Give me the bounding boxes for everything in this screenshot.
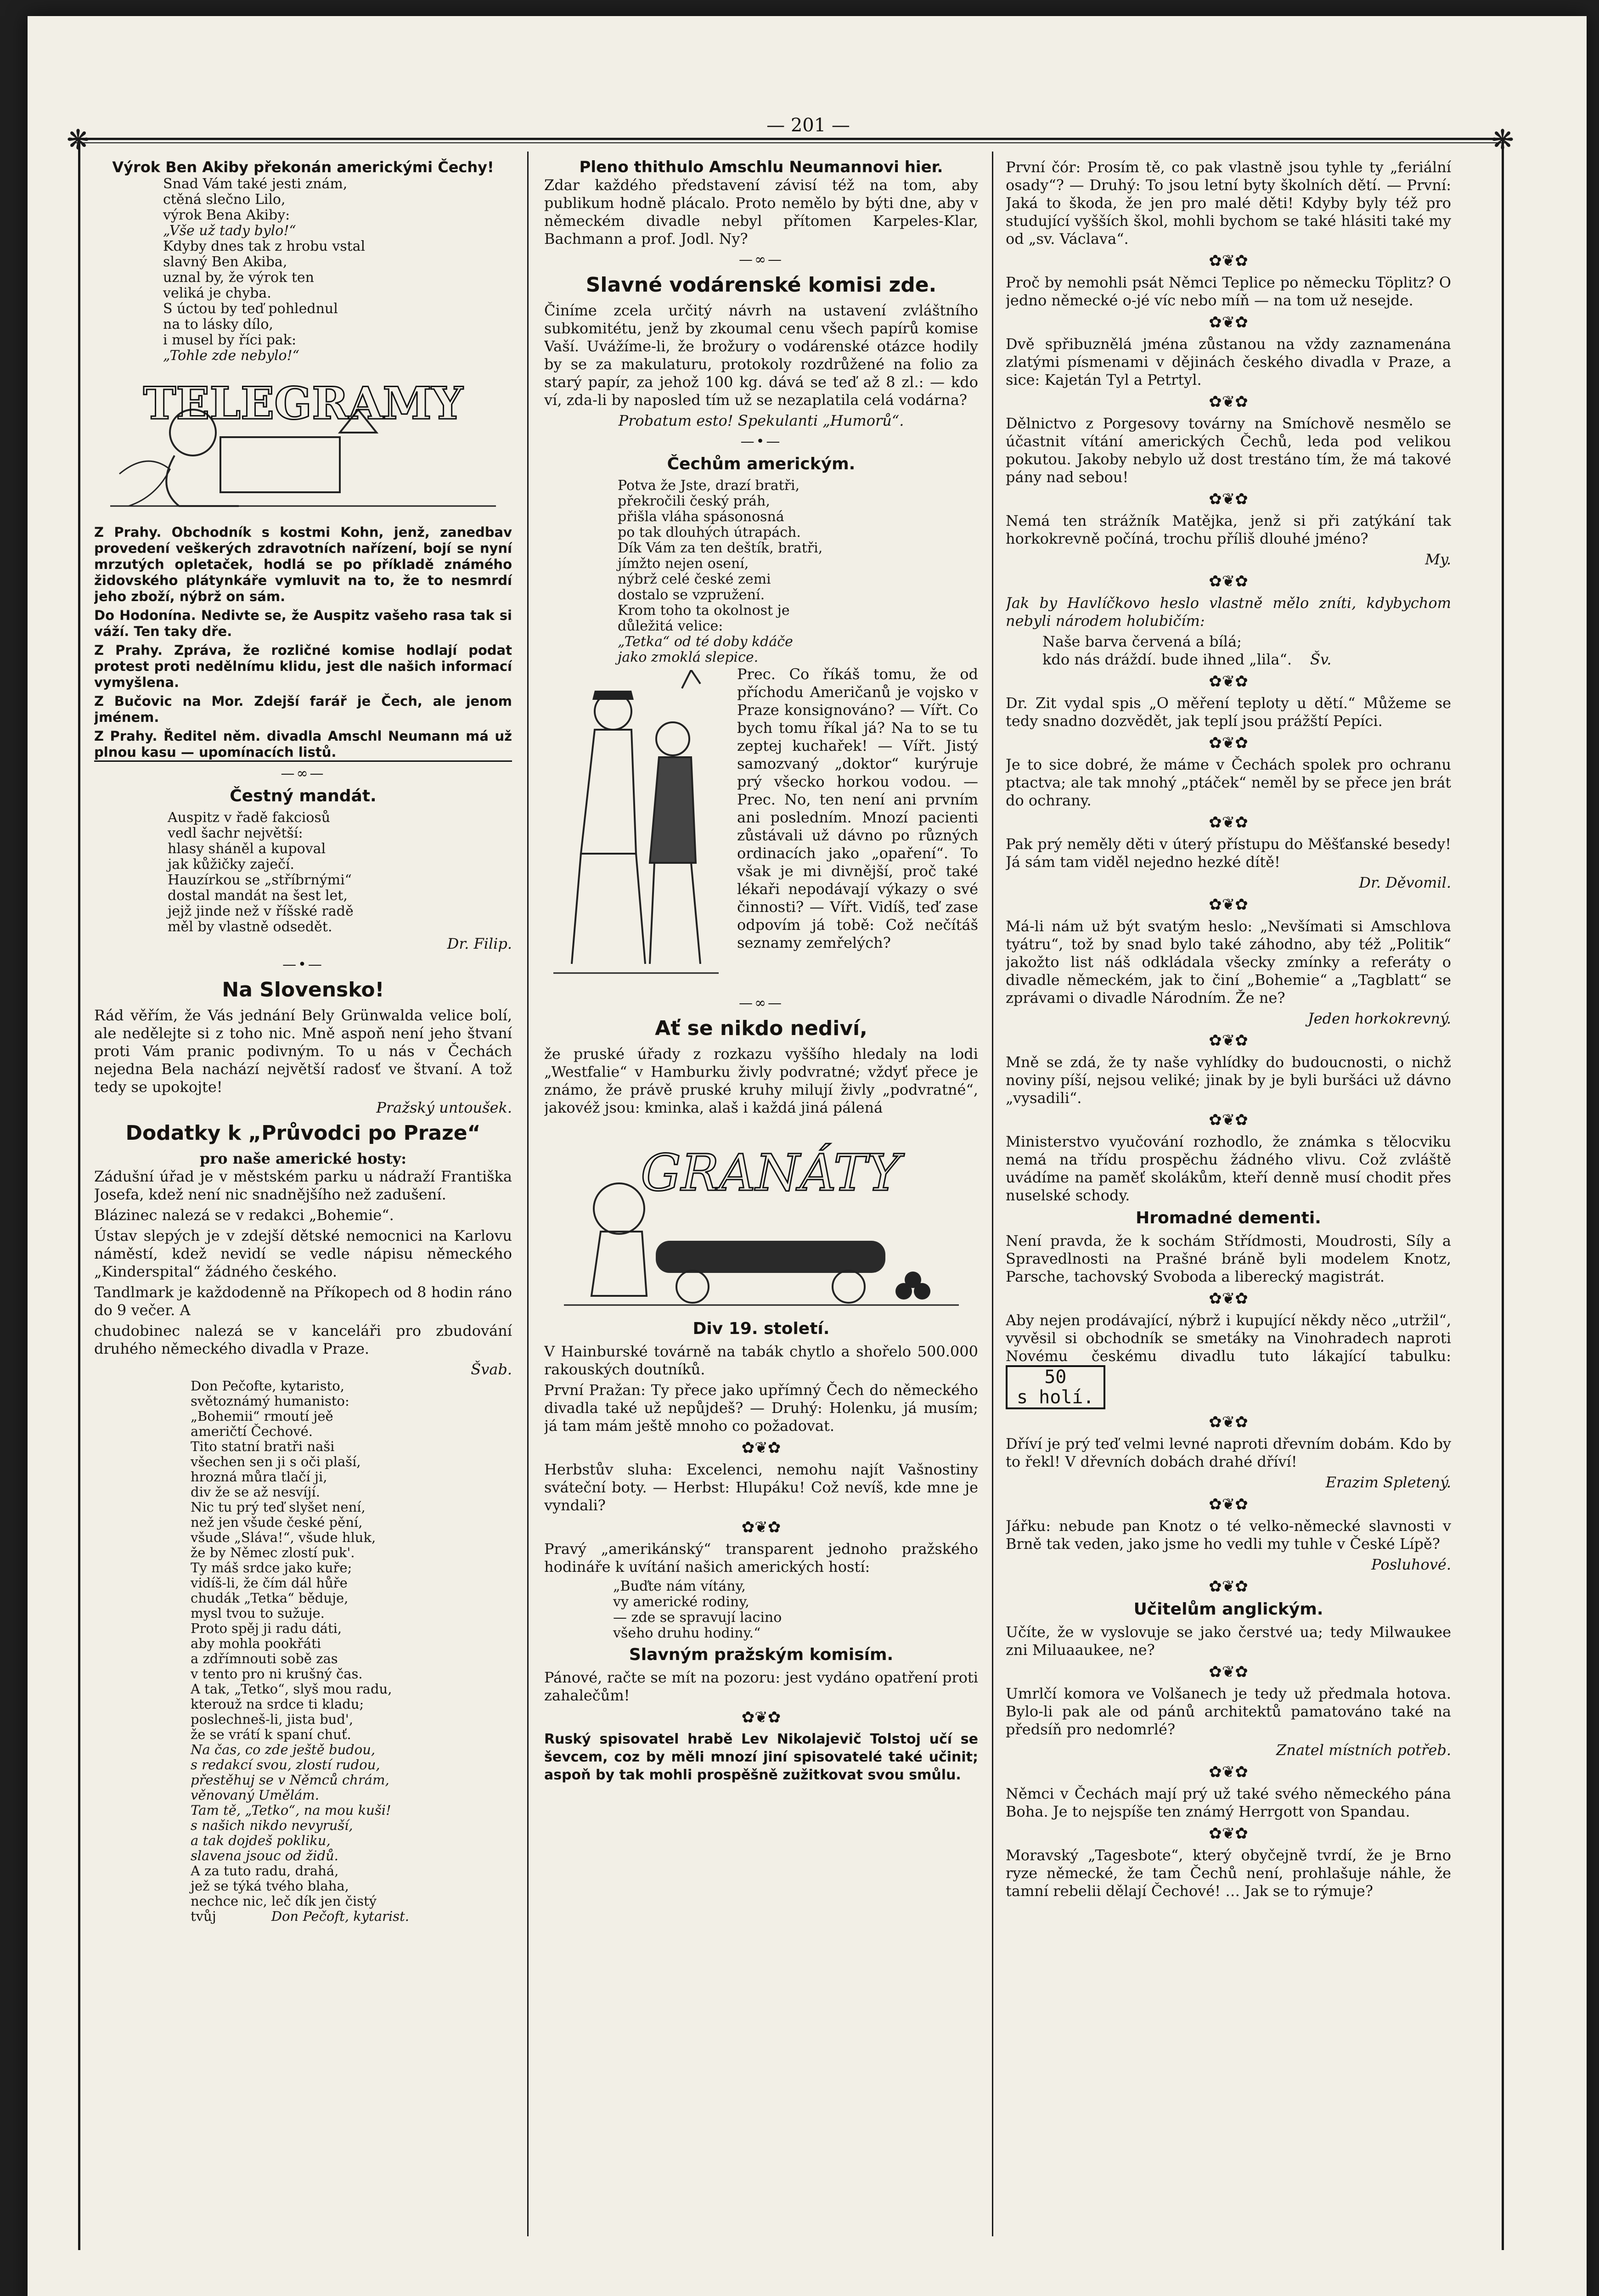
poem-line: ctěná slečno Lilo, xyxy=(163,191,286,208)
poem-line: jímžto nejen osení, xyxy=(618,556,749,572)
poem-line: „Bohemii“ rmoutí jeě xyxy=(191,1408,333,1424)
ornament-icon: ✿❦✿ xyxy=(1209,1289,1248,1308)
article-body: Mně se zdá, že ty naše vyhlídky do budoucnosti, o nichž noviny píší, nejsou veliké; jinak by je byli buršáci už dávno „vysadili“. xyxy=(1006,1053,1451,1107)
poem-line: poslechneš-li, jista bud', xyxy=(191,1711,354,1727)
poem-line: vy americké rodiny, xyxy=(613,1594,749,1610)
ornament-icon: ✿❦✿ xyxy=(1209,1031,1248,1050)
poem-line: jak kůžičky zaječí. xyxy=(168,856,294,872)
guide-item: Tandlmark je každodenně na Příkopech od 8 hodin ráno do 9 večer. A xyxy=(94,1283,512,1319)
poem-line: přestěhuj se v Němců chrám, xyxy=(191,1772,389,1788)
poem-line: kdo nás dráždí. bude ihned „lila“. xyxy=(1042,651,1292,668)
poem-line: Tam tě, „Tetko“, na mou kuši! xyxy=(191,1802,391,1818)
frame-top-rule xyxy=(73,138,1506,140)
shop-sign-text: s holí. xyxy=(1017,1387,1094,1408)
guide-item: Blázinec nalezá se v redakci „Bohemie“. xyxy=(94,1206,394,1224)
article-body: Je to sice dobré, že máme v Čechách spolek pro ochranu ptactva; ale tak mnohý „ptáček“ neměl by se přece jen brát do ochrany. xyxy=(1006,756,1451,809)
ornament-icon: ✿❦✿ xyxy=(1209,313,1248,332)
article-body: Umrlčí komora ve Volšanech je tedy už předmala hotova. Bylo-li pak ale od pánů architektů pamatováno také na předsíň pro nedomrlé? xyxy=(1006,1685,1451,1738)
poem-line: přišla vláha spásonosná xyxy=(618,509,784,525)
article-title: Výrok Ben Akiby překonán americkými Čechy! xyxy=(112,158,494,176)
article-body: Činíme zcela určitý návrh na ustavení zvláštního subkomitétu, jenž by zkoumal cenu všech papírů komise Vaší. Uvážíme-li, že brožury o vodárenské otázce hodily by se za makulaturu, protokoly rozdrůžené na folio za starý papír, za jehož 100 kg. dává se teď až 8 zl.: — kdo ví, zda-li by naposled tím už se nezaplatila celá vodárna? xyxy=(544,302,978,409)
poem-line: Ty máš srdce jako kuře; xyxy=(191,1560,352,1576)
signature: Don Pečoft, kytarist. xyxy=(271,1908,410,1924)
poem-line: američtí Čechové. xyxy=(191,1424,313,1439)
poem-line: slavný Ben Akiba, xyxy=(163,254,287,270)
ornament-icon: ✿❦✿ xyxy=(1209,734,1248,752)
poem-line: dostal mandát na šest let, xyxy=(168,888,348,904)
frame-top-rule-inner xyxy=(73,142,1506,143)
poem-line: jako zmoklá slepice. xyxy=(618,649,759,665)
poem-cestny xyxy=(168,810,512,935)
poem-line: že by Němec zlostí puk'. xyxy=(191,1545,355,1560)
poem-line: překročili český práh, xyxy=(618,493,770,509)
article-body: že pruské úřady z rozkazu vyššího hledaly na lodi „Westfalie“ v Hamburku živly podvratné; vždyť přece je známo, že právě pruské kruhy milují živly „podvratné“, jakovéž jsou: kminka, alaš i každá jiná pálená xyxy=(544,1045,978,1116)
ornament-icon: ✿❦✿ xyxy=(1209,1111,1248,1129)
telegram-item: Do Hodonína. Nedivte se, že Auspitz vašeho rasa tak si váží. Ten taky dře. xyxy=(94,608,512,639)
signature: Posluhové. xyxy=(1371,1556,1451,1573)
poem-line: i musel by říci pak: xyxy=(163,332,297,348)
article-body: Jářku: nebude pan Knotz o té velko-německé slavnosti v Brně tak veden, jako jsme ho vedli my tuhle v České Lípě? xyxy=(1006,1517,1451,1553)
poem-line: Hauzírkou se „stříbrnými“ xyxy=(168,872,352,888)
poem-line: „Tetka“ od té doby kdáče xyxy=(618,634,793,650)
poem-line: Potva že Jste, drazí bratři, xyxy=(618,478,800,494)
article-body: Herbstův sluha: Excelenci, nemohu najít Vašnostiny sváteční boty. — Herbst: Hlupáku! Což nevíš, kde mne je vyndali? xyxy=(544,1461,978,1514)
poem-line: Nic tu prý teď slyšet není, xyxy=(191,1499,366,1515)
article-body: První Pražan: Ty přece jako upřímný Čech do německého divadla také už nepůjdeš? — Druhý: Holenku, já musím; já tam mám ještě mnoho co požadovat. xyxy=(544,1381,978,1435)
poem-line: vedl šachr největší: xyxy=(168,825,303,841)
signature: Dr. Filip. xyxy=(447,935,512,952)
article-title: Čechům americkým. xyxy=(667,455,856,473)
article-body: Pánové, račte se mít na pozoru: jest vydáno opatření proti zahalečům! xyxy=(544,1669,978,1704)
article-subtitle: pro naše americké hosty: xyxy=(199,1150,407,1167)
poem-line: měl by vlastně odsedět. xyxy=(168,919,332,935)
poem-line: výrok Bena Akiby: xyxy=(163,207,290,223)
poem-line: na to lásky dílo, xyxy=(163,316,273,332)
poem-don xyxy=(191,1379,512,1924)
poem-line: „Tohle zde nebylo!“ xyxy=(163,348,299,364)
article-title: Pleno thithulo Amschlu Neumannovi hier. xyxy=(579,158,943,176)
telegramy-lettering: TELEGRAMY xyxy=(143,377,463,429)
poem-line: „Buďte nám vítány, xyxy=(613,1578,746,1594)
signature: Znatel místních potřeb. xyxy=(1276,1741,1451,1759)
poem-last-line xyxy=(191,1909,512,1924)
poem-line: Auspitz v řadě fakciosů xyxy=(168,810,331,826)
poem-line: Don Pečofte, kytaristo, xyxy=(191,1378,344,1394)
poem-line: div že se až nesvíjí. xyxy=(191,1484,321,1500)
signature: Švab. xyxy=(471,1361,512,1378)
ornament-icon: ✿❦✿ xyxy=(1209,1495,1248,1514)
poem-line: veliká je chyba. xyxy=(163,285,271,301)
poem-havlicek xyxy=(1042,633,1451,669)
poem-line: a tak dojdeš pokliku, xyxy=(191,1833,331,1848)
article-title: Dodatky k „Průvodci po Praze“ xyxy=(125,1121,481,1145)
ornament-icon: ✿❦✿ xyxy=(1209,813,1248,832)
poem-line: S úctou by teď pohlednul xyxy=(163,301,338,317)
poem-line: Dík Vám za ten deštík, bratři, xyxy=(618,540,823,556)
shop-sign-number: 50 xyxy=(1044,1367,1067,1388)
column-middle xyxy=(544,158,978,2239)
guide-item: chudobinec nalezá se v kanceláři pro zbudování druhého německého divadla v Praze. xyxy=(94,1322,512,1357)
poem-line: důležitá velice: xyxy=(618,618,723,634)
article-title: Čestný mandát. xyxy=(230,787,377,805)
poem-line: hlasy sháněl a kupoval xyxy=(168,841,326,857)
poem-line: aby mohla pookřáti xyxy=(191,1636,321,1651)
poem-line: Snad Vám také jesti znám, xyxy=(163,176,348,192)
telegram-item: Z Prahy. Zpráva, že rozličné komise hodlají podat protest proti nedělnímu klidu, jest dle našich informací vymyšlena. xyxy=(94,642,512,690)
article-body: Není pravda, že k sochám Střídmosti, Moudrosti, Síly a Spravedlnosti na Prašné bráně byli modelem Knotz, Parsche, tachovský Svoboda a liberecký magistrát. xyxy=(1006,1232,1451,1285)
telegram-item: Z Bučovic na Mor. Zdejší farář je Čech, ale jenom jménem. xyxy=(94,693,512,725)
article-body: Dělnictvo z Porgesovy továrny na Smíchově nesmělo se účastnit vítání amerických Čechů, leda pod velikou pokutou. Jakoby nebylo už dost trestáno tím, že má takové pány nad sebou! xyxy=(1006,415,1451,486)
telegramy-illustration xyxy=(101,368,505,520)
column-left xyxy=(94,158,512,2239)
poem-line: než jen všude české pění, xyxy=(191,1514,363,1530)
article-title: Učitelům anglickým. xyxy=(1133,1600,1323,1619)
signature: Dr. Děvomil. xyxy=(1359,874,1451,891)
ornament-divider: —•— xyxy=(282,957,324,973)
ornament-icon: ✿❦✿ xyxy=(1209,1577,1248,1596)
article-title: Div 19. století. xyxy=(693,1319,830,1338)
poem-line: jejž jinde než v říšské radě xyxy=(168,903,354,919)
article-body: Nemá ten strážník Matějka, jenž si při zatýkání tak horkokrevně počíná, trochu příliš dlouhé jméno? xyxy=(1006,512,1451,547)
dialog-block xyxy=(544,665,978,991)
article-body: Zdar každého představení závisí též na tom, aby publikum hodně plácalo. Proto nemělo by býti dne, aby v německém divadle nebyl přítomen Karpeles-Klar, Bachmann a prof. Jodl. Ny? xyxy=(544,176,978,248)
ornament-icon: ✿❦✿ xyxy=(1209,572,1248,591)
column-right xyxy=(1006,158,1451,2239)
ornament-divider: —∞— xyxy=(281,765,326,782)
article-body: Němci v Čechách mají prý už také svého německého pána Boha. Je to nejspíše ten známý Herrgott von Spandau. xyxy=(1006,1785,1451,1820)
article-body: Pravý „amerikánský“ transparent jednoho pražského hodináře k uvítání našich amerických hostí: xyxy=(544,1540,978,1576)
poem-line: — zde se spravují lacino xyxy=(613,1609,782,1626)
article-body: Jak by Havlíčkovo heslo vlastně mělo zníti, kdybychom nebyli národem holubičím: xyxy=(1006,594,1451,630)
poem-line: všeho druhu hodiny.“ xyxy=(613,1625,761,1641)
telegram-item: Z Prahy. Obchodník s kostmi Kohn, jenž, zanedbav provedení veškerých zdravotních nařízení, bojí se nyní mrzutých opletaček, hodlá se po příkladě známého židovského plátynkáře vymluvit na to, že to nesmrdí jeho zboží, nýbrž on sám. xyxy=(94,524,512,604)
article-body: Učíte, že w vyslovuje se jako čerstvé ua; tedy Milwaukee zni Miluaaukee, ne? xyxy=(1006,1623,1451,1659)
poem-pravy xyxy=(613,1579,978,1641)
poem-line: Na čas, co zde ještě budou, xyxy=(191,1742,376,1757)
article-body: Moravský „Tagesbote“, který obyčejně tvrdí, že je Brno ryze německé, že tam Čechů není, prohlašuje náhle, že tamní rebelii dělají Čechové! … Jak se to rýmuje? xyxy=(1006,1846,1451,1900)
ornament-icon: ✿❦✿ xyxy=(1209,1413,1248,1431)
poem-line: „Vše už tady bylo!“ xyxy=(163,223,296,239)
article-body: Dr. Zit vydal spis „O měření teploty u dětí.“ Můžeme se tedy snadno dozvědět, jak teplí jsou prážští Pepíci. xyxy=(1006,694,1451,730)
poem-cechum xyxy=(618,478,978,665)
poem-vyrok xyxy=(163,176,512,364)
poem-line: nechce nic, leč dík jen čistý xyxy=(191,1893,377,1909)
article-body: V Hainburské továrně na tabák chytlo a shořelo 500.000 rakouských doutníků. xyxy=(544,1343,978,1378)
poem-line: dostalo se vzpružení. xyxy=(618,587,765,603)
signature: Jeden horkokrevný. xyxy=(1307,1010,1451,1027)
poem-line: uznal by, že výrok ten xyxy=(163,270,314,286)
poem-line: že se vrátí k spaní chuť. xyxy=(191,1727,351,1742)
article-title: Na Slovensko! xyxy=(222,978,384,1002)
poem-line: všude „Sláva!“, všude hluk, xyxy=(191,1530,376,1545)
ornament-icon: ✿❦✿ xyxy=(1209,393,1248,411)
article-body: První čór: Prosím tě, co pak vlastně jsou tyhle ty „feriální osady“? — Druhý: To jsou letní byty školních dětí. — První: Jaká to škoda, že jen pro malé děti! Kdyby byly též pro studující vyšších škol, mohli bychom se také hlásiti také my od „sv. Václava“. xyxy=(1006,158,1451,248)
signature: Probatum esto! Spekulanti „Humorů“. xyxy=(618,412,904,429)
guide-item: Ústav slepých je v zdejší dětské nemocnici na Karlovu náměstí, kdež nevidí se vedle nápisu německého „Kinderspital“ žádného českého. xyxy=(94,1227,512,1280)
signature: My. xyxy=(1425,551,1451,568)
poem-line: v tento pro ni krušný čas. xyxy=(191,1666,363,1682)
poem-line: nýbrž celé české zemi xyxy=(618,571,771,587)
ornament-divider: —∞— xyxy=(739,252,783,268)
signature: Erazim Spletený. xyxy=(1325,1474,1451,1491)
ornament-divider: —∞— xyxy=(739,995,783,1011)
column-divider-1 xyxy=(527,152,529,2236)
ornament-icon: ✿❦✿ xyxy=(741,1518,781,1536)
corner-ornament-icon: ❋ xyxy=(1491,124,1515,156)
poem-line: všechen sen ji s oči plaší, xyxy=(191,1454,361,1469)
telegramy-text xyxy=(94,524,512,762)
poem-line: s našich nikdo nevyruší, xyxy=(191,1818,353,1833)
signature: Šv. xyxy=(1310,651,1332,668)
poem-line: chudák „Tetka“ běduje, xyxy=(191,1590,349,1606)
poem-line: Naše barva červená a bílá; xyxy=(1042,633,1242,650)
poem-line: Kdyby dnes tak z hrobu vstal xyxy=(163,238,366,254)
article-body: Má-li nám už být svatým heslo: „Nevšímati si Amschlova tyátru“, tož by snad bylo také záhodno, aby též „Politik“ jakožto list náš odkládala všecky zmínky a referáty o divadle německém, jak to činí „Bohemie“ a „Tagblatt“ se zprávami o divadle Národním. Že ne? xyxy=(1006,917,1451,1007)
poem-line: a zdřímnouti sobě zas xyxy=(191,1651,338,1666)
poem-line: Proto spěj ji radu dáti, xyxy=(191,1621,342,1636)
poem-line: Tito statní bratři naši xyxy=(191,1439,335,1454)
article-title: Hromadné dementi. xyxy=(1136,1209,1321,1227)
poem-line: tvůj xyxy=(191,1908,216,1924)
article-body: Dříví je prý teď velmi levné naproti dřevním dobám. Kdo by to řekl! V dřevních dobách drahé dříví! xyxy=(1006,1435,1451,1470)
ornament-icon: ✿❦✿ xyxy=(1209,252,1248,270)
poem-line: po tak dlouhých útrapách. xyxy=(618,524,801,540)
article-body: Ruský spisovatel hrabě Lev Nikolajevič Tolstoj učí se ševcem, coz by měli mnozí jiní spisovatelé také učinit; aspoň by tak mohli prospěšně zužitkovat svou smůlu. xyxy=(544,1731,978,1783)
ornament-icon: ✿❦✿ xyxy=(1209,490,1248,508)
soldiers-illustration xyxy=(544,670,728,991)
corner-ornament-icon: ❋ xyxy=(66,124,90,156)
ornament-icon: ✿❦✿ xyxy=(1209,1663,1248,1681)
ornament-icon: ✿❦✿ xyxy=(741,1708,781,1727)
frame-left-rule xyxy=(78,138,80,2250)
telegram-item: Z Prahy. Ředitel něm. divadla Amschl Neumann má už plnou kasu — upomínacích listů. xyxy=(94,728,512,762)
article-body: Ministerstvo vyučování rozhodlo, že známka s tělocviku nemá na třídu prospěchu žádného vlivu. Což zvláště uvádíme na paměť skolákům, kteří denně musí chodit přes nuselské schody. xyxy=(1006,1133,1451,1204)
article-text: Aby nejen prodávající, nýbrž i kupující někdy něco „utržil“, vyvěsil si obchodník se smetáky na Vinohradech naproti Novému českému divadlu tuto lákající tabulku: xyxy=(1006,1311,1451,1365)
granaty-illustration xyxy=(555,1121,968,1314)
article-title: Slavným pražským komisím. xyxy=(629,1645,894,1664)
ornament-divider: —•— xyxy=(740,433,782,450)
article-title: Ať se nikdo nediví, xyxy=(655,1017,867,1040)
shop-sign xyxy=(1006,1365,1105,1409)
poem-line: věnovaný Umělám. xyxy=(191,1787,320,1803)
poem-line: jež se týká tvého blaha, xyxy=(191,1878,349,1894)
poem-line: slavena jsouc od židů. xyxy=(191,1848,338,1863)
granaty-lettering: GRANÁTY xyxy=(640,1143,901,1202)
column-divider-2 xyxy=(992,152,993,2236)
frame-right-rule xyxy=(1502,138,1504,2250)
ornament-icon: ✿❦✿ xyxy=(1209,672,1248,691)
poem-line: A tak, „Tetko“, slyš mou radu, xyxy=(191,1681,392,1697)
ornament-icon: ✿❦✿ xyxy=(1209,1763,1248,1781)
ornament-icon: ✿❦✿ xyxy=(741,1439,781,1457)
poem-line: mysl tvou to sužuje. xyxy=(191,1605,325,1621)
article-body: Prec. Co říkáš tomu, že od příchodu Američanů je vojsko v Praze konsignováno? — Vířt. Co bych tomu říkal já? Na to se tu zeptej kuchařek! — Vířt. Jistý samozvaný „doktor“ kurýruje prý všecko horkou vodou. — Prec. No, ten není ani prvním ani posledním. Mnozí pacienti zůstávali už dávno po různých ordinacích jako „opaření“. To však je mi divnější, proč také lékaři nepodávají výkazy o své činnosti? — Vířt. Vidíš, teď zase odpovím já tobě: Což nečítáš seznamy zemřelých? xyxy=(737,665,978,951)
page-number: — 201 — xyxy=(766,115,850,136)
poem-line: Krom toho ta okolnost je xyxy=(618,602,790,619)
guide-item: Zádušní úřad je v městském parku u nádraží Františka Josefa, kdež není nic snadnějšího než zadušení. xyxy=(94,1168,512,1203)
article-body xyxy=(1006,1311,1451,1409)
signature: Pražský untoušek. xyxy=(376,1099,512,1116)
article-body: Dvě spřibuznělá jména zůstanou na vždy zaznamenána zlatými písmenami v dějinách českého divadla v Praze, a sice: Kajetán Tyl a Petrtyl. xyxy=(1006,335,1451,388)
ornament-icon: ✿❦✿ xyxy=(1209,1824,1248,1843)
poem-line: vidíš-li, že čím dál hůře xyxy=(191,1575,348,1591)
article-body: Proč by nemohli psát Němci Teplice po německu Töplitz? O jedno německé o-jé víc nebo míň — na tom už nesejde. xyxy=(1006,274,1451,309)
poem-line: kterouž na srdce ti kladu; xyxy=(191,1696,364,1712)
poem-line: s redakcí svou, zlostí rudou, xyxy=(191,1757,380,1773)
poem-line: hrozná můra tlačí ji, xyxy=(191,1469,327,1485)
article-body: Rád věřím, že Vás jednání Bely Grünwalda velice bolí, ale nedělejte si z toho nic. Mně aspoň není jeho štvaní proti Vám pranic podivným. To u nás v Čechách nejedna Bela nachází největší radosť ve štvaní. A tož tedy se upokojte! xyxy=(94,1007,512,1096)
ornament-icon: ✿❦✿ xyxy=(1209,895,1248,914)
article-title: Slavné vodárenské komisi zde. xyxy=(586,273,937,297)
article-body: Pak prý neměly děti v úterý přístupu do Měšťanské besedy! Já sám tam viděl nejedno hezké dítě! xyxy=(1006,835,1451,871)
poem-line: světoznámý humanisto: xyxy=(191,1393,349,1409)
poem-line: A za tuto radu, drahá, xyxy=(191,1863,339,1879)
